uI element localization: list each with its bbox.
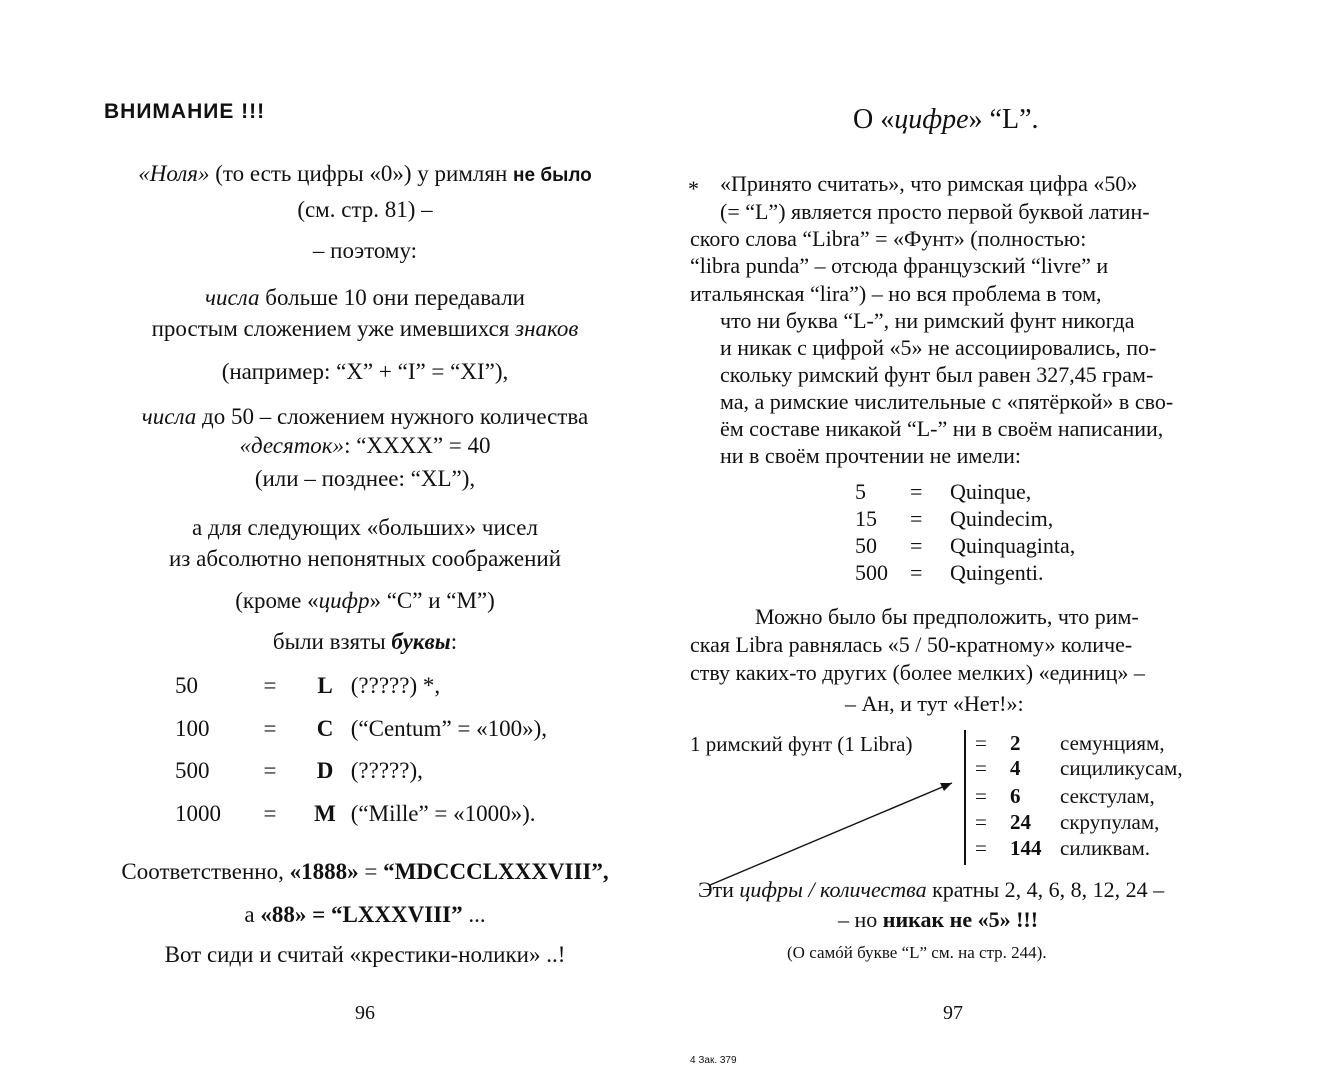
unit-row-4 [975, 836, 1150, 861]
left-line-4 [105, 284, 625, 312]
letter-row-1000 [175, 800, 536, 828]
l7-text: до 50 – сложением нужного количества [196, 404, 589, 429]
left-line-14 [105, 858, 625, 886]
quin-word: Quinquaginta, [950, 533, 1076, 558]
unit-eq: = [975, 731, 987, 755]
l15-c: = [306, 902, 331, 927]
l14-b: «1888» [289, 859, 359, 884]
left-line-2: (см. стр. 81) – [297, 197, 433, 222]
quin-num: 500 [855, 560, 888, 585]
left-line-15 [105, 901, 625, 929]
p2-line-2: ству каких-то других (более мелких) «единиц» – [690, 660, 1145, 685]
l12-a: (кроме « [235, 588, 319, 613]
row-note: (?????), [350, 758, 423, 783]
quin-word: Quingenti. [950, 560, 1044, 585]
row-num: 100 [175, 716, 210, 741]
quin-row-1 [855, 505, 1053, 532]
p4-c: кратны 2, 4, 6, 8, 12, 24 – [926, 877, 1165, 902]
bracket-arrow-graphic [690, 725, 980, 895]
row-letter: L [317, 673, 333, 698]
l4-text: больше 10 они передавали [259, 285, 525, 310]
left-line-5 [105, 315, 625, 343]
unit-eq: = [975, 836, 987, 860]
unit-name: секстулам, [1060, 784, 1155, 808]
left-line-12 [105, 587, 625, 615]
row-note: (“Centum” = «100»), [350, 716, 548, 741]
print-footer: 4 Зак. 379 [690, 1055, 737, 1066]
ne-bylo: не было [513, 165, 592, 186]
p1-line-7: скольку римский фунт был равен 327,45 грам- [720, 362, 1154, 387]
libra-label: 1 римский фунт (1 Libra) [690, 732, 913, 756]
quin-num: 50 [855, 533, 877, 558]
p4-b: цифры / количества [739, 877, 927, 902]
p1-line-1: (= “L”) является просто первой буквой латин- [720, 199, 1150, 224]
l8-text: : “XXXX” = 40 [344, 433, 491, 458]
row-eq: = [263, 801, 277, 826]
quin-num: 15 [855, 506, 877, 531]
unit-row-2 [975, 784, 1155, 809]
chisla-word: числа [205, 285, 260, 310]
p4-line [698, 876, 1164, 903]
left-line-3: – поэтому: [312, 238, 418, 263]
desyatok-word: «десяток» [239, 433, 345, 458]
p1-line-10: ни в своём прочтении не имели: [720, 443, 1021, 468]
right-title [853, 104, 1039, 136]
l1-text: (то есть цифры «0») у римлян [209, 161, 514, 186]
p1-line-3: “libra punda” – отсюда французский “livre” и [690, 253, 1109, 278]
arrow-line [710, 783, 952, 885]
quin-eq: = [910, 560, 923, 585]
title-c: » “L”. [968, 104, 1039, 135]
l15-e: ... [462, 902, 486, 927]
znakov-word: знаков [515, 316, 579, 341]
l14-a: Соответственно, [121, 859, 290, 884]
title-a: О « [853, 104, 895, 135]
p3-line: – Ан, и тут «Нет!»: [845, 691, 1024, 716]
unit-eq: = [975, 810, 987, 834]
p6-line: (О самóй букве “L” см. на стр. 244). [787, 943, 1047, 962]
left-line-11: из абсолютно непонятных соображений [168, 546, 562, 571]
quin-eq: = [910, 533, 923, 558]
bukvy-word: буквы [391, 629, 451, 654]
row-eq: = [263, 716, 277, 741]
l5-text: простым сложением уже имевшихся [151, 316, 516, 341]
left-line-13 [105, 628, 625, 656]
row-letter: C [316, 716, 334, 741]
unit-name: скрупулам, [1060, 810, 1160, 834]
p1-line-2: ского слова “Libra” = «Фунт» (полностью: [690, 226, 1087, 251]
row-num: 500 [175, 758, 210, 783]
right-page-number: 97 [943, 1002, 963, 1024]
p5-b: никак не «5» [882, 907, 1011, 932]
row-num: 1000 [175, 801, 221, 826]
p1-line-9: ём составе никакой “L-” ни в своём написании, [720, 416, 1164, 441]
quin-num: 5 [855, 479, 866, 504]
row-eq: = [263, 758, 277, 783]
left-line-10: а для следующих «больших» чисел [192, 515, 538, 540]
unit-name: сициликусам, [1060, 756, 1183, 780]
letter-row-500 [175, 757, 423, 785]
l13-c: : [450, 629, 458, 654]
letter-row-50 [175, 672, 440, 700]
row-letter: D [316, 758, 334, 783]
quin-row-2 [855, 532, 1075, 559]
l12-c: » “C” и “M”) [369, 588, 495, 613]
left-line-8 [105, 432, 625, 460]
tsifr-word: цифр [318, 588, 370, 613]
p5-a: – но [838, 907, 883, 932]
p1-line-0: «Принято считать», что римская цифра «50» [720, 171, 1138, 196]
left-line-16: Вот сиди и считай «крестики-нолики» ..! [164, 942, 566, 967]
chisla-word-2: числа [141, 404, 197, 429]
unit-row-1 [975, 756, 1183, 781]
unit-eq: = [975, 756, 987, 780]
left-line-1 [105, 160, 625, 190]
unit-n: 2 [1010, 731, 1021, 755]
p1-line-4: итальянская “lira”) – но вся проблема в том, [690, 281, 1102, 306]
left-line-6: (например: “X” + “I” = “XI”), [221, 359, 509, 384]
row-note: (“Mille” = «1000»). [350, 801, 536, 826]
quin-word: Quindecim, [950, 506, 1054, 531]
row-note: (?????) *, [350, 673, 441, 698]
row-letter: M [314, 801, 336, 826]
unit-n: 6 [1010, 784, 1021, 808]
quin-eq: = [910, 479, 923, 504]
p2-line-1: ская Libra равнялась «5 / 50-кратному» количе- [690, 632, 1133, 657]
unit-name: семунциям, [1060, 731, 1165, 755]
unit-row-0 [975, 731, 1165, 756]
letter-row-100 [175, 715, 547, 743]
p1-line-8: ма, а римские числительные с «пятёркой» в сво- [720, 389, 1174, 414]
row-eq: = [263, 673, 277, 698]
attention-heading: ВНИМАНИЕ !!! [104, 100, 266, 123]
quin-row-3 [855, 559, 1044, 586]
p5-c: !!! [1010, 907, 1039, 932]
left-page-number: 96 [355, 1002, 375, 1024]
l15-a: а [244, 902, 261, 927]
unit-name: силиквам. [1060, 836, 1150, 860]
left-line-7 [105, 403, 625, 431]
footnote-star: * [688, 176, 699, 201]
quin-eq: = [910, 506, 923, 531]
quin-row-0 [855, 478, 1031, 505]
quin-word: Quinque, [950, 479, 1032, 504]
l15-b: «88» [260, 902, 307, 927]
p2-line-0: Можно было бы предположить, что рим- [755, 604, 1139, 629]
l15-d: “LXXXVIII” [330, 902, 463, 927]
title-b: цифре [894, 104, 969, 135]
p1-line-5: что ни буква “L-”, ни римский фунт никогда [720, 308, 1135, 333]
unit-row-3 [975, 810, 1159, 835]
unit-n: 4 [1010, 756, 1021, 780]
row-num: 50 [175, 673, 198, 698]
left-line-9: (или – позднее: “XL”), [254, 466, 476, 491]
unit-n: 24 [1010, 810, 1031, 834]
unit-eq: = [975, 784, 987, 808]
unit-n: 144 [1010, 836, 1042, 860]
l14-c: = [358, 859, 384, 884]
l14-d: “MDCCCLXXXVIII”, [383, 859, 609, 884]
p1-line-6: и никак с цифрой «5» не ассоциировались, по- [720, 335, 1157, 360]
p4-a: Эти [698, 877, 740, 902]
p5-line [838, 906, 1038, 933]
l13-a: были взяты [272, 629, 392, 654]
nolya-word: «Ноля» [138, 161, 210, 186]
